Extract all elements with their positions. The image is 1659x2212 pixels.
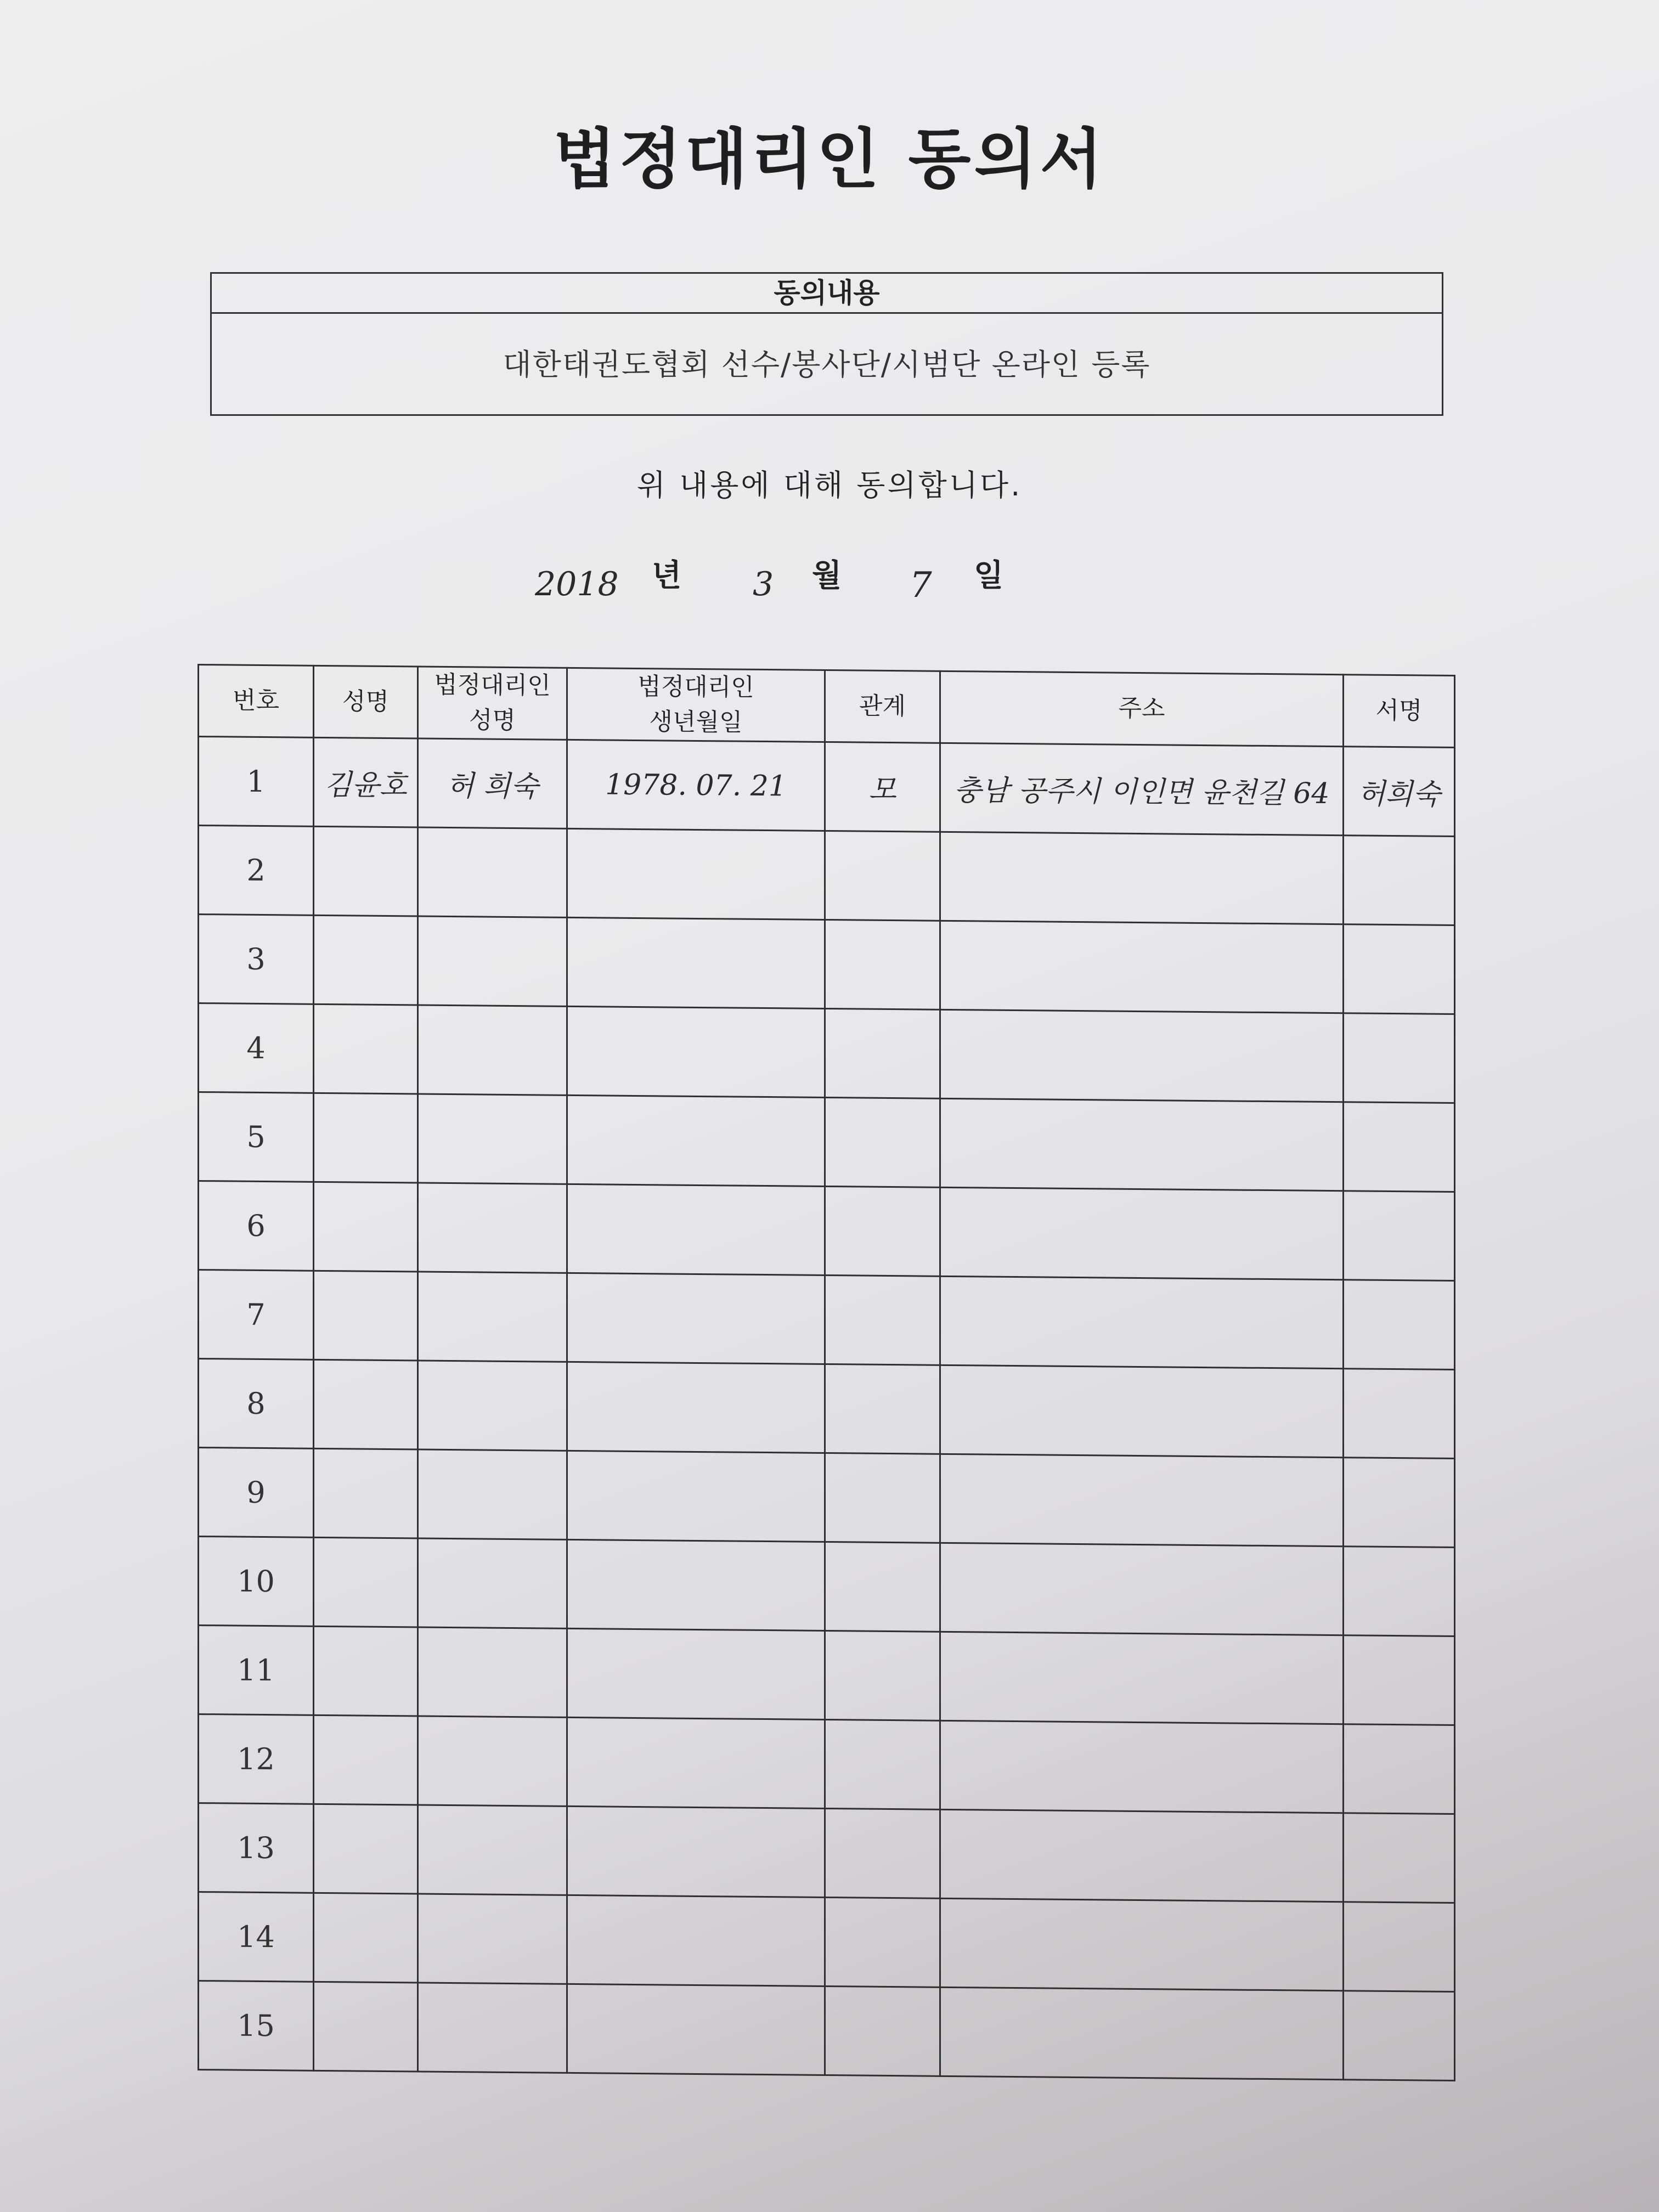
address-cell xyxy=(940,1454,1344,1546)
guardian-name-cell xyxy=(418,1627,567,1717)
student-name-cell xyxy=(314,1271,418,1361)
relation-cell xyxy=(825,1097,940,1187)
relation-cell xyxy=(825,1542,940,1632)
row-number-cell: 9 xyxy=(199,1448,314,1538)
row-number-cell: 1 xyxy=(199,737,314,827)
guardian-name-cell xyxy=(418,1716,567,1806)
row-number-cell: 7 xyxy=(199,1270,314,1360)
guardian-name-cell xyxy=(418,1449,567,1539)
guardian-birthdate-cell xyxy=(567,1095,825,1186)
table-row xyxy=(199,737,1455,837)
table-header-row xyxy=(199,665,1455,748)
table-row xyxy=(199,915,1455,1014)
address-cell xyxy=(940,1898,1344,1990)
student-name-cell xyxy=(314,1182,418,1272)
consent-content-box xyxy=(210,272,1443,416)
relation-cell xyxy=(825,919,940,1009)
signature-cell xyxy=(1344,1458,1455,1548)
guardian-birthdate-cell xyxy=(567,1806,825,1897)
address-cell xyxy=(940,1276,1344,1368)
guardian-birthdate-cell xyxy=(567,828,825,919)
student-name-cell: 김윤호 xyxy=(314,737,418,827)
guardian-name-cell xyxy=(418,916,567,1006)
signature-cell xyxy=(1344,1991,1455,2081)
table-row xyxy=(199,1003,1455,1103)
date-day-value: 7 xyxy=(910,565,932,606)
student-name-cell xyxy=(314,1004,418,1094)
student-name-cell xyxy=(314,1893,418,1983)
date-month-value: 3 xyxy=(753,565,774,603)
table-row xyxy=(199,1448,1455,1548)
date-day-label: 일 xyxy=(974,558,1004,594)
row-number-cell: 4 xyxy=(199,1003,314,1093)
row-number-cell: 8 xyxy=(199,1359,314,1449)
student-name-cell xyxy=(314,1093,418,1183)
guardian-birthdate-cell xyxy=(567,1628,825,1719)
student-name-cell xyxy=(314,1537,418,1627)
consent-header: 동의내용 xyxy=(212,274,1442,314)
relation-cell xyxy=(825,1275,940,1365)
address-cell xyxy=(940,832,1344,924)
address-cell: 충남 공주시 이인면 윤천길 64 xyxy=(940,743,1344,835)
signature-cell xyxy=(1344,1635,1455,1725)
relation-cell xyxy=(825,1719,940,1809)
table-body xyxy=(199,737,1455,2081)
table-row xyxy=(199,1270,1455,1370)
student-name-cell xyxy=(314,826,418,916)
guardian-birthdate-cell xyxy=(567,1184,825,1275)
row-number-cell: 3 xyxy=(199,915,314,1005)
address-cell xyxy=(940,1632,1344,1724)
address-cell xyxy=(940,921,1344,1013)
table-row xyxy=(199,1092,1455,1192)
signature-cell xyxy=(1344,836,1455,926)
relation-cell: 모 xyxy=(825,742,940,832)
guardian-birthdate-cell xyxy=(567,1984,825,2075)
header-relation: 관계 xyxy=(825,670,940,743)
header-signature: 서명 xyxy=(1344,675,1455,748)
row-number-cell: 12 xyxy=(199,1714,314,1804)
row-number-cell: 15 xyxy=(199,1981,314,2071)
consent-text: 대한태권도협회 선수/봉사단/시범단 온라인 등록 xyxy=(503,347,1151,382)
table-row xyxy=(199,826,1455,926)
relation-cell xyxy=(825,1364,940,1454)
table-row xyxy=(199,1714,1455,1814)
student-name-cell xyxy=(314,915,418,1005)
address-cell xyxy=(940,1987,1344,2079)
guardian-name-cell xyxy=(418,1983,567,2073)
table-row xyxy=(199,1626,1455,1725)
student-name-cell xyxy=(314,1715,418,1805)
date-year-value: 2018 xyxy=(535,565,619,603)
address-cell xyxy=(940,1543,1344,1635)
guardian-name-cell xyxy=(418,1894,567,1984)
date-month-label: 월 xyxy=(812,558,842,594)
guardian-name-cell xyxy=(418,1272,567,1362)
header-guardian-birth xyxy=(567,668,825,742)
row-number-cell: 11 xyxy=(199,1626,314,1716)
row-number-cell: 2 xyxy=(199,826,314,916)
agree-statement: 위 내용에 대해 동의합니다. xyxy=(636,468,1023,503)
guardian-name-cell xyxy=(418,1094,567,1184)
address-cell xyxy=(940,1720,1344,1813)
table-row xyxy=(199,1359,1455,1459)
row-number-cell: 13 xyxy=(199,1803,314,1893)
student-name-cell xyxy=(314,1448,418,1538)
address-cell xyxy=(940,1187,1344,1279)
signature-cell xyxy=(1344,1102,1455,1192)
signature-cell xyxy=(1344,1013,1455,1103)
guardian-name-cell xyxy=(418,1538,567,1628)
signature-cell xyxy=(1344,1547,1455,1637)
table-row xyxy=(199,1181,1455,1281)
signature-cell xyxy=(1344,1724,1455,1814)
date-year-label: 년 xyxy=(652,558,682,594)
header-address: 주소 xyxy=(940,671,1344,746)
table-row xyxy=(199,1803,1455,1903)
document-title: 법정대리인 동의서 xyxy=(553,121,1106,197)
guardian-birthdate-cell xyxy=(567,1451,825,1542)
row-number-cell: 10 xyxy=(199,1537,314,1627)
header-guardian-name xyxy=(418,667,567,740)
relation-cell xyxy=(825,1808,940,1898)
guardian-birthdate-cell xyxy=(567,1717,825,1808)
header-number: 번호 xyxy=(199,665,314,738)
signature-cell xyxy=(1344,1369,1455,1459)
row-number-cell: 5 xyxy=(199,1092,314,1182)
signature-cell xyxy=(1344,1902,1455,1992)
guardian-name-cell xyxy=(418,1005,567,1095)
guardian-birthdate-cell xyxy=(567,1895,825,1986)
student-name-cell xyxy=(314,1982,418,2072)
header-guardian-name-line2: 성명 xyxy=(469,706,516,735)
guardian-birthdate-cell xyxy=(567,1273,825,1364)
address-cell xyxy=(940,1098,1344,1190)
guardian-name-cell xyxy=(418,1361,567,1451)
guardian-name-cell xyxy=(418,1183,567,1273)
relation-cell xyxy=(825,1986,940,2076)
relation-cell xyxy=(825,1008,940,1098)
student-name-cell xyxy=(314,1359,418,1449)
guardian-birthdate-cell: 1978. 07. 21 xyxy=(567,740,825,831)
signature-cell: 허희숙 xyxy=(1344,747,1455,837)
table-row xyxy=(199,1892,1455,1992)
relation-cell xyxy=(825,1186,940,1276)
relation-cell xyxy=(825,1630,940,1720)
relation-cell xyxy=(825,1897,940,1987)
guardian-birthdate-cell xyxy=(567,1006,825,1097)
student-name-cell xyxy=(314,1626,418,1716)
address-cell xyxy=(940,1009,1344,1102)
row-number-cell: 6 xyxy=(199,1181,314,1271)
address-cell xyxy=(940,1365,1344,1457)
guardian-birthdate-cell xyxy=(567,917,825,1008)
address-cell xyxy=(940,1809,1344,1901)
guardian-table xyxy=(198,664,1455,2081)
guardian-name-cell xyxy=(418,1805,567,1895)
header-name: 성명 xyxy=(314,665,418,738)
table-row xyxy=(199,1981,1455,2081)
signature-cell xyxy=(1344,1280,1455,1370)
guardian-name-cell xyxy=(418,827,567,917)
relation-cell xyxy=(825,831,940,921)
guardian-birthdate-cell xyxy=(567,1539,825,1630)
header-guardian-birth-line2: 생년월일 xyxy=(649,708,743,737)
guardian-birthdate-cell xyxy=(567,1362,825,1453)
signature-cell xyxy=(1344,1813,1455,1903)
signature-cell xyxy=(1344,924,1455,1014)
table-row xyxy=(199,1537,1455,1637)
row-number-cell: 14 xyxy=(199,1892,314,1982)
header-guardian-birth-line1: 법정대리인 xyxy=(637,673,754,702)
relation-cell xyxy=(825,1453,940,1543)
student-name-cell xyxy=(314,1804,418,1894)
signature-cell xyxy=(1344,1191,1455,1281)
header-guardian-name-line1: 법정대리인 xyxy=(434,670,551,700)
guardian-name-cell: 허 희숙 xyxy=(418,738,567,828)
